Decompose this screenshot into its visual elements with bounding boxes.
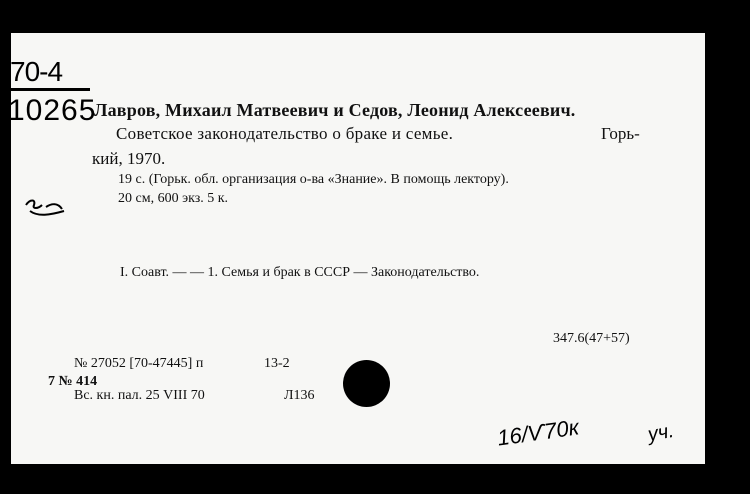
record-sheet-number: 7 № 414: [48, 374, 98, 389]
handwritten-initials: уч.: [646, 419, 676, 447]
classification-code: 347.6(47+57): [553, 331, 630, 346]
publication-place: Горь-: [601, 124, 640, 143]
handwritten-scribble-icon: [24, 197, 68, 221]
handwritten-date-note: 16/Ѵ70к: [495, 414, 581, 451]
record-number: № 27052 [70-47445] п: [74, 356, 204, 371]
physical-description: 19 с. (Горьк. обл. организация о-ва «Знание». В помощь лектору).: [118, 172, 509, 187]
book-title: Советское законодательство о браке и семье.: [116, 124, 454, 143]
punch-hole: [343, 360, 390, 407]
registration-info: Вс. кн. пал. 25 VIII 70: [74, 388, 205, 403]
publication-place-year: кий, 1970.: [92, 149, 166, 168]
call-number-top: 70-4: [10, 56, 63, 87]
registration-code: Л136: [284, 388, 315, 403]
call-number-bottom: 10265: [8, 94, 97, 127]
format-description: 20 см, 600 экз. 5 к.: [118, 191, 229, 206]
subject-headings: I. Соавт. — — 1. Семья и брак в СССР — Законодательство.: [120, 265, 480, 280]
record-code: 13-2: [264, 356, 290, 371]
call-number-divider: [10, 88, 90, 91]
author-heading: Лавров, Михаил Матвеевич и Седов, Леонид Алексеевич.: [94, 100, 576, 120]
